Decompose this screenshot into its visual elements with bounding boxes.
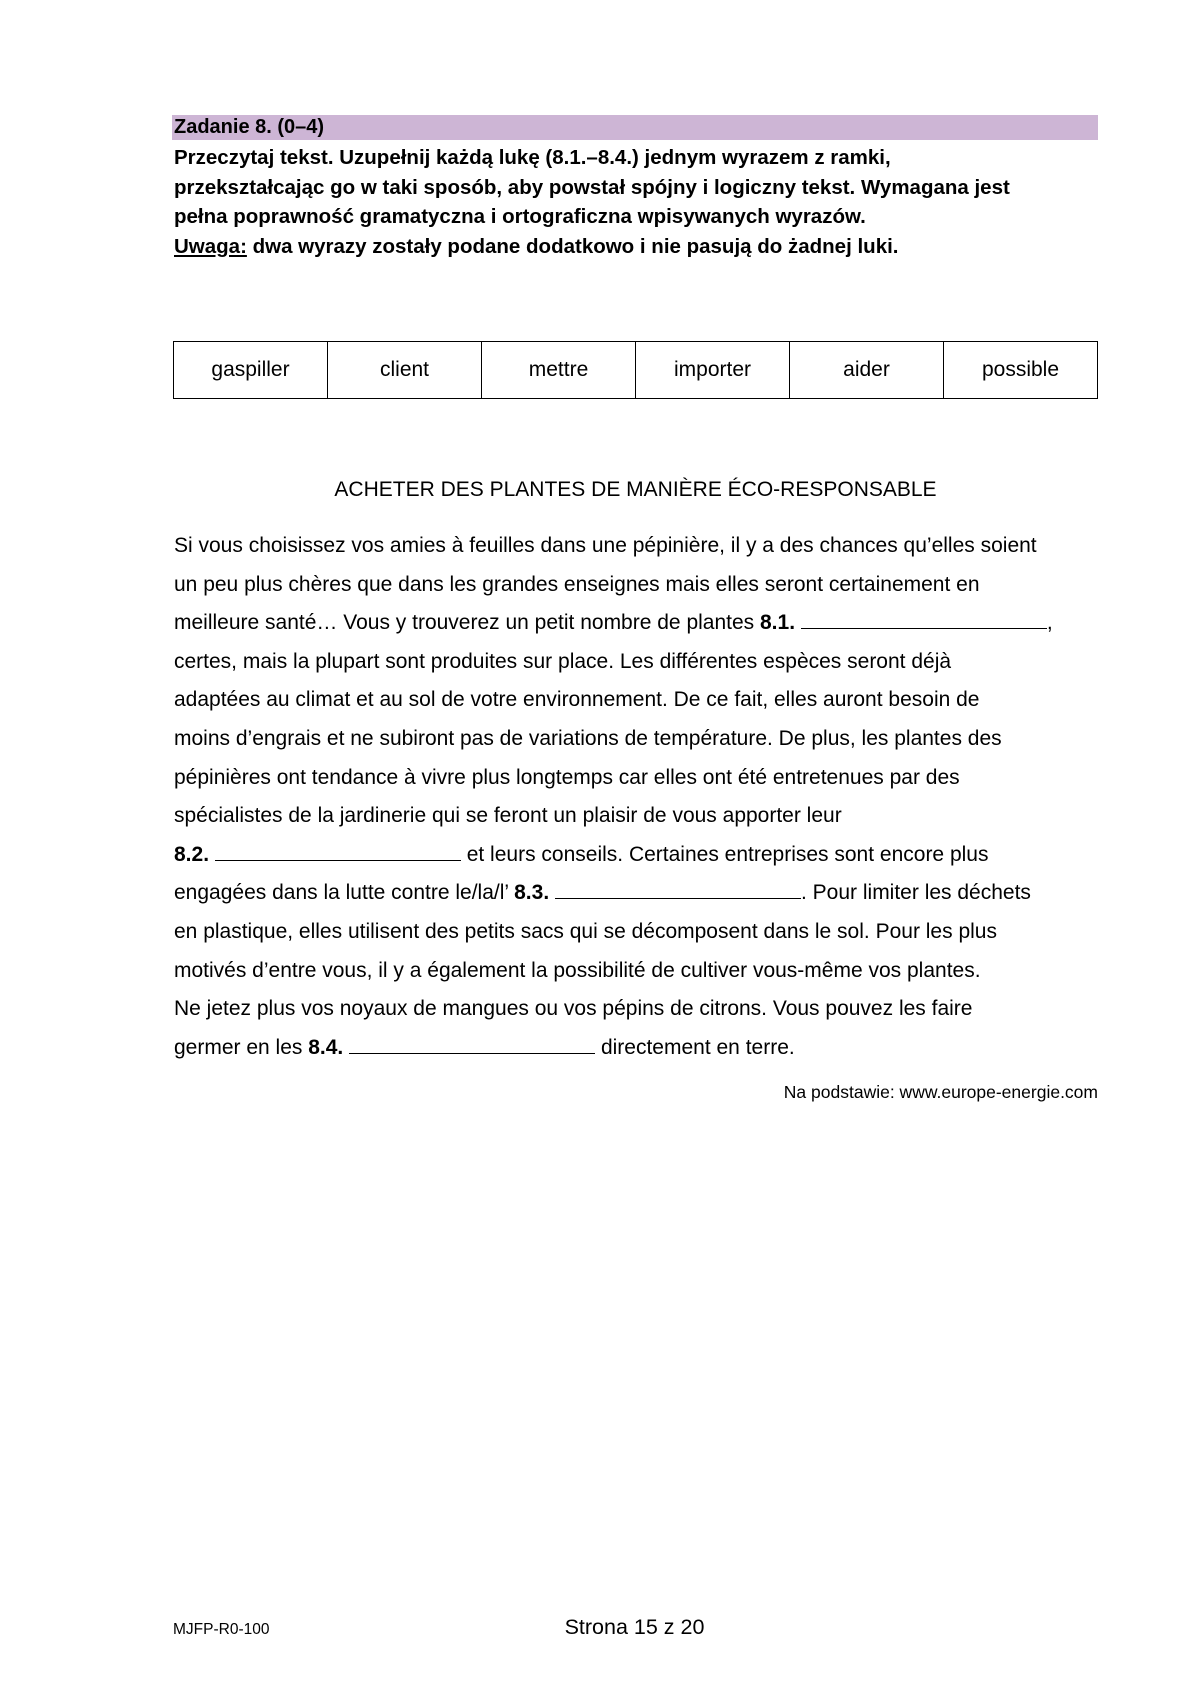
task-header bbox=[172, 115, 1098, 140]
instruction-line: pełna poprawność gramatyczna i ortograficzna wpisywanych wyrazów. bbox=[174, 205, 866, 228]
text-segment: engagées dans la lutte contre le/la/l’ bbox=[174, 881, 515, 905]
exam-code: MJFP-R0-100 bbox=[173, 1621, 270, 1638]
article-line: motivés d’entre vous, il y a également la possibilité de cultiver vous-même vos plantes. bbox=[174, 958, 981, 982]
answer-blank-8-3[interactable] bbox=[555, 878, 801, 899]
instruction-line: Przeczytaj tekst. Uzupełnij każdą lukę (8.1.–8.4.) jednym wyrazem z ramki, bbox=[174, 146, 891, 169]
word-box-item: client bbox=[328, 342, 482, 398]
article-line bbox=[174, 874, 1114, 913]
article-line: adaptées au climat et au sol de votre environnement. De ce fait, elles auront besoin de bbox=[174, 688, 980, 712]
article-line: Ne jetez plus vos noyaux de mangues ou vos pépins de citrons. Vous pouvez les faire bbox=[174, 997, 973, 1021]
task-title: Zadanie 8. (0–4) bbox=[174, 116, 325, 138]
word-box-item: importer bbox=[636, 342, 790, 398]
article-line bbox=[174, 1029, 1114, 1068]
answer-blank-8-4[interactable] bbox=[349, 1033, 595, 1054]
note-label: Uwaga: bbox=[174, 234, 247, 258]
word-box bbox=[173, 341, 1098, 399]
answer-blank-8-1[interactable] bbox=[801, 608, 1047, 629]
text-segment: meilleure santé… Vous y trouverez un petit nombre de plantes bbox=[174, 611, 760, 635]
note-text: dwa wyrazy zostały podane dodatkowo i nie pasują do żadnej luki. bbox=[246, 234, 899, 258]
text-segment: . Pour limiter les déchets bbox=[801, 881, 1031, 905]
task-note bbox=[174, 232, 1104, 262]
answer-blank-8-2[interactable] bbox=[215, 840, 461, 861]
article-line bbox=[174, 836, 1114, 875]
article-title: ACHETER DES PLANTES DE MANIÈRE ÉCO-RESPONSABLE bbox=[334, 478, 937, 501]
article-line: moins d’engrais et ne subiront pas de variations de température. De plus, les plantes des bbox=[174, 726, 1002, 750]
word-box-item: mettre bbox=[482, 342, 636, 398]
article-line: spécialistes de la jardinerie qui se feront un plaisir de vous apporter leur bbox=[174, 804, 842, 828]
article-line: en plastique, elles utilisent des petits sacs qui se décomposent dans le sol. Pour les plus bbox=[174, 919, 997, 943]
article-line: pépinières ont tendance à vivre plus longtemps car elles ont été entretenues par des bbox=[174, 765, 960, 789]
source-citation: Na podstawie: www.europe-energie.com bbox=[783, 1082, 1098, 1102]
text-segment: , bbox=[1046, 611, 1053, 635]
gap-number-8-4: 8.4. bbox=[308, 1035, 344, 1059]
article-line bbox=[174, 604, 1114, 643]
word-box-item: aider bbox=[790, 342, 944, 398]
page-number: Strona 15 z 20 bbox=[564, 1615, 705, 1639]
gap-number-8-2: 8.2. bbox=[174, 842, 210, 866]
text-segment: germer en les bbox=[174, 1035, 309, 1059]
word-box-item: gaspiller bbox=[174, 342, 328, 398]
article-line: certes, mais la plupart sont produites sur place. Les différentes espèces seront déjà bbox=[174, 649, 952, 673]
gap-number-8-1: 8.1. bbox=[760, 611, 796, 635]
gap-number-8-3: 8.3. bbox=[514, 881, 550, 905]
article-line: un peu plus chères que dans les grandes enseignes mais elles seront certainement en bbox=[174, 572, 980, 596]
instruction-line: przekształcając go w taki sposób, aby powstał spójny i logiczny tekst. Wymagana jest bbox=[174, 175, 1010, 199]
article-line: Si vous choisissez vos amies à feuilles dans une pépinière, il y a des chances qu’elles soient bbox=[174, 534, 1037, 557]
text-segment: directement en terre. bbox=[595, 1035, 795, 1059]
article-body bbox=[174, 527, 1114, 1067]
task-instructions bbox=[174, 143, 1104, 261]
text-segment: et leurs conseils. Certaines entreprises sont encore plus bbox=[460, 842, 989, 866]
word-box-item: possible bbox=[981, 358, 1060, 381]
